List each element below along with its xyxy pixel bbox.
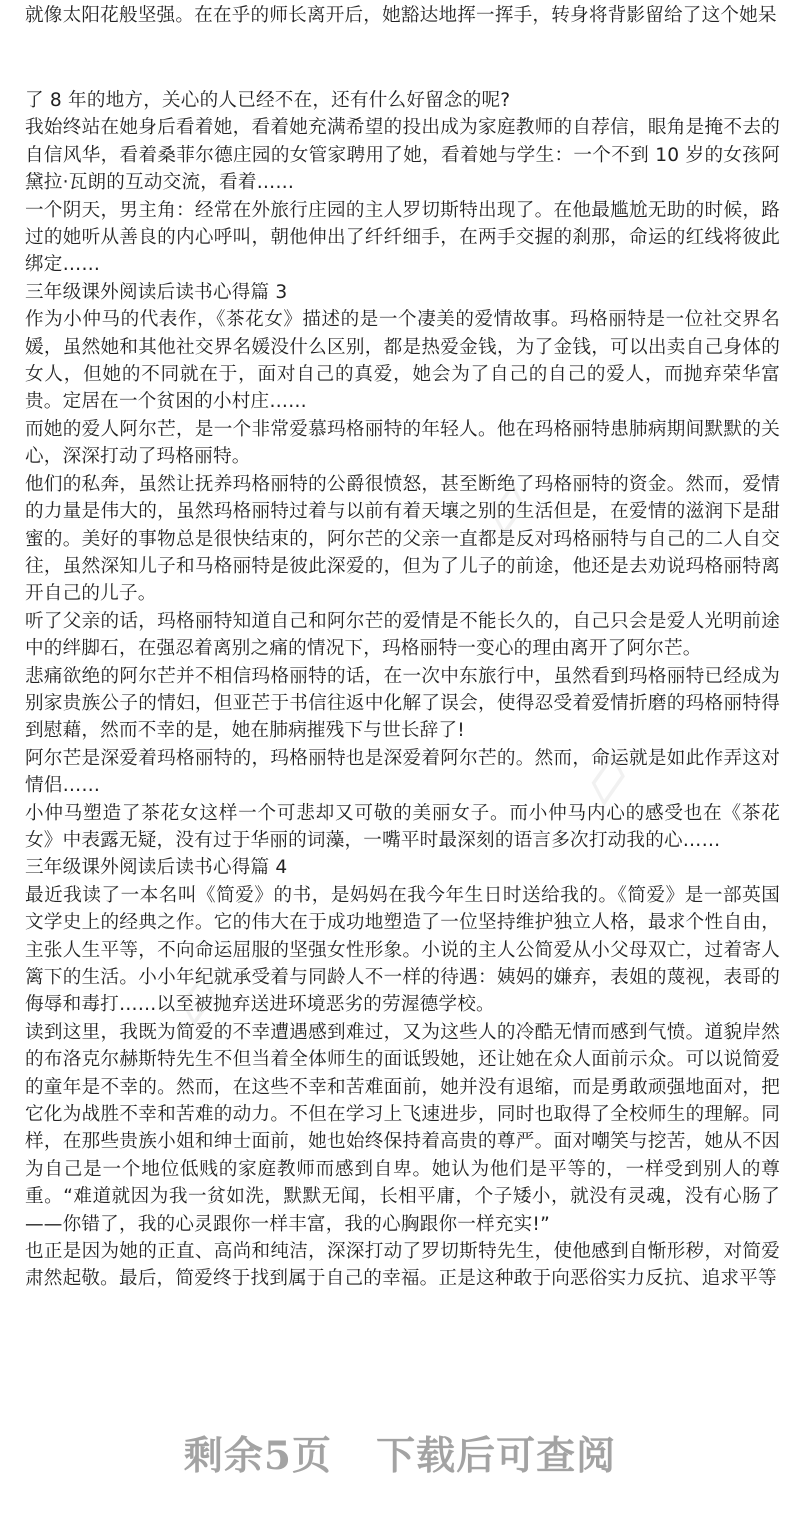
paragraph: 最近我读了一本名叫《简爱》的书，是妈妈在我今年生日时送给我的。《简爱》是一部英国文学史上的经典之作。它的伟大在于成功地塑造了一位坚持维护独立人格，最求个性自由，主张人生平等，不向命运屈服的坚强女性形象。小说的主人公简爱从小父母双亡，过着寄人篱下的生活。小小年纪就承受着与同龄人不一样的待遇：姨妈的嫌弃，表姐的蔑视，表哥的侮辱和毒打……以至被抛弃送进环境恶劣的劳渥德学校。 — [25, 884, 780, 1016]
paragraph: 而她的爱人阿尔芒，是一个非常爱慕玛格丽特的年轻人。他在玛格丽特患肺病期间默默的关心，深深打动了玛格丽特。 — [25, 418, 780, 468]
section-heading: 三年级课外阅读后读书心得篇 4 — [25, 857, 288, 879]
paragraph: 作为小仲马的代表作，《茶花女》描述的是一个凄美的爱情故事。玛格丽特是一位社交界名媛，虽然她和其他社交界名媛没什么区别，都是热爱金钱，为了金钱，可以出卖自己身体的女人，但她的不同就在于，面对自己的真爱，她会为了自己的自己的爱人，而抛弃荣华富贵。定居在一个贫困的小村庄…… — [25, 309, 780, 413]
text-line: 就像太阳花般坚强。在在乎的师长离开后，她豁达地挥一挥手，转身将背影留给了这个她呆 — [25, 5, 777, 26]
watermark: ▱ — [460, 465, 550, 549]
section-heading: 三年级课外阅读后读书心得篇 3 — [25, 281, 288, 303]
paragraph: 悲痛欲绝的阿尔芒并不相信玛格丽特的话，在一次中东旅行中，虽然看到玛格丽特已经成为别家贵族公子的情妇，但亚芒于书信往返中化解了误会，使得忍受着爱情折磨的玛格丽特得到慰藉，然而不幸的是，她在肺病摧残下与世长辞了! — [25, 665, 780, 742]
previous-page-tail — [25, 0, 780, 29]
paragraph: 读到这里，我既为简爱的不幸遭遇感到难过，又为这些人的冷酷无情而感到气愤。道貌岸然的布洛克尔赫斯特先生不但当着全体师生的面诋毁她，还让她在众人面前示众。可以说简爱的童年是不幸的。然而，在这些不幸和苦难面前，她并没有退缩，而是勇敢顽强地面对，把它化为战胜不幸和苦难的动力。不但在学习上飞速进步，同时也取得了全校师生的理解。同样，在那些贵族小姐和绅士面前，她也始终保持着高贵的尊严。面对嘲笑与挖苦，她从不因为自己是一个地位低贱的家庭教师而感到自卑。她认为他们是平等的，一样受到别人的尊重。“难道就因为我一贫如洗，默默无闻，长相平庸，个子矮小，就没有灵魂，没有心肠了——你错了，我的心灵跟你一样丰富，我的心胸跟你一样充实!” — [25, 1021, 780, 1235]
download-banner[interactable] — [0, 1425, 800, 1481]
remaining-pages-label: 剩余5页 — [183, 1433, 333, 1479]
paragraph: 阿尔芒是深爱着玛格丽特的，玛格丽特也是深爱着阿尔芒的。然而，命运就是如此作弄这对情侣…… — [25, 747, 780, 797]
watermark: ▱ — [150, 955, 240, 1039]
paragraph: 听了父亲的话，玛格丽特知道自己和阿尔芒的爱情是不能长久的，自己只会是爱人光明前途中的绊脚石，在强忍着离别之痛的情况下，玛格丽特一变心的理由离开了阿尔芒。 — [25, 610, 780, 660]
download-prompt-label[interactable]: 下载后可查阅 — [376, 1433, 617, 1479]
paragraph: 一个阴天，男主角：经常在外旅行庄园的主人罗切斯特出现了。在他最尴尬无助的时候，路过的她听从善良的内心呼叫，朝他伸出了纤纤细手，在两手交握的刹那，命运的红线将彼此绑定…… — [25, 199, 780, 276]
paragraph: 也正是因为她的正直、高尚和纯洁，深深打动了罗切斯特先生，使他感到自惭形秽，对简爱肃然起敬。最后，简爱终于找到属于自己的幸福。正是这种敢于向恶俗实力反抗、追求平等 — [25, 1241, 780, 1290]
watermark: ▱ — [560, 735, 650, 819]
paragraph: 他们的私奔，虽然让抚养玛格丽特的公爵很愤怒，甚至断绝了玛格丽特的资金。然而，爱情的力量是伟大的，虽然玛格丽特过着与以前有着天壤之别的生活但是，在爱情的滋润下是甜蜜的。美好的事物总是很快结束的，阿尔芒的父亲一直都是反对玛格丽特与自己的二人自交往，虽然深知儿子和马格丽特是彼此深爱的，但为了儿子的前途，他还是去劝说玛格丽特离开自己的儿子。 — [25, 473, 780, 605]
paragraph: 小仲马塑造了茶花女这样一个可悲却又可敬的美丽女子。而小仲马内心的感受也在《茶花女》中表露无疑，没有过于华丽的词藻，一嘴平时最深刻的语言多次打动我的心…… — [25, 802, 780, 851]
paragraph: 了 8 年的地方，关心的人已经不在，还有什么好留念的呢? — [25, 90, 511, 111]
article-body — [25, 87, 780, 1293]
paragraph: 我始终站在她身后看着她，看着她充满希望的投出成为家庭教师的自荐信，眼角是掩不去的自信风华，看着桑菲尔德庄园的女管家聘用了她，看着她与学生：一个不到 10 岁的女孩阿黛拉·瓦朗的互动交流，看着…… — [25, 117, 780, 194]
